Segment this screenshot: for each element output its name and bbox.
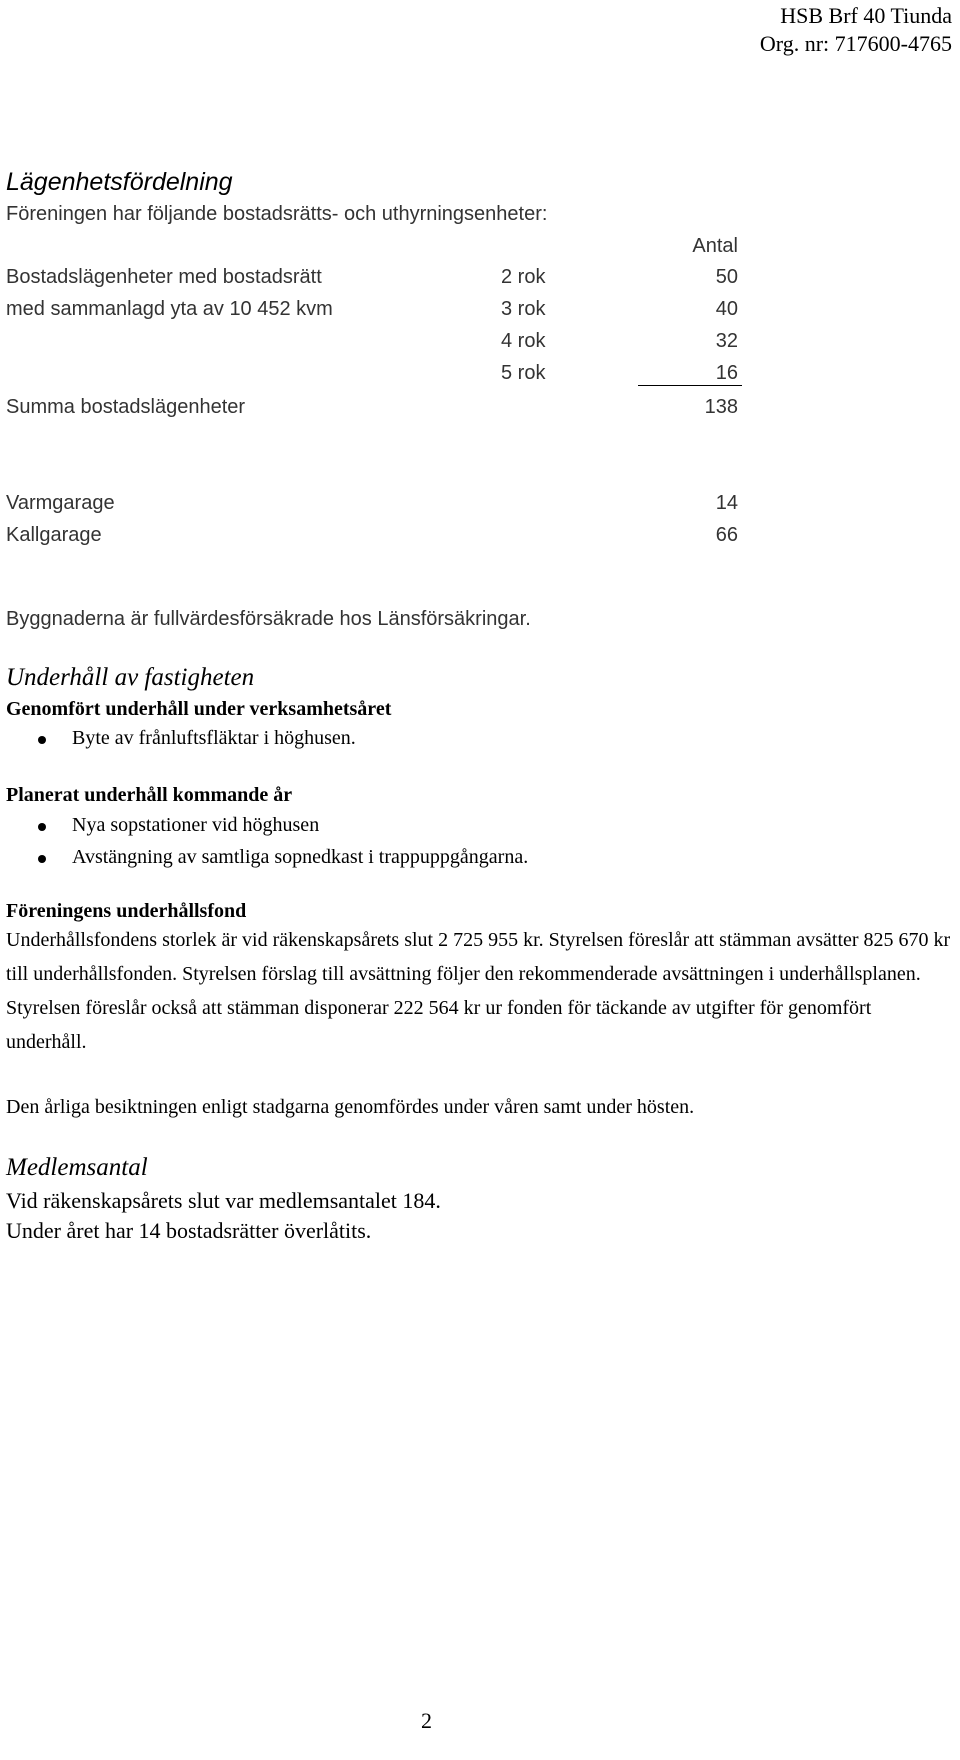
planned-heading: Planerat underhåll kommande år [6, 784, 293, 806]
sum-rule [638, 385, 742, 386]
garage-label-warm: Varmgarage [6, 492, 115, 514]
garage-count-cold: 66 [715, 524, 738, 546]
bullet-icon [38, 823, 46, 831]
count-header: Antal [692, 235, 738, 257]
inspection-text: Den årliga besiktningen enligt stadgarna genomfördes under våren samt under hösten. [6, 1096, 695, 1118]
total-label: Summa bostadslägenheter [6, 396, 246, 418]
count-4rok: 32 [715, 330, 738, 352]
rooms-4rok: 4 rok [501, 330, 546, 352]
page-number: 2 [421, 1708, 432, 1733]
count-3rok: 40 [715, 298, 738, 320]
count-5rok: 16 [715, 362, 738, 384]
rooms-2rok: 2 rok [501, 266, 546, 288]
bullet-icon [38, 855, 46, 863]
org-number: Org. nr: 717600-4765 [759, 31, 952, 56]
done-heading: Genomfört underhåll under verksamhetsåret [6, 698, 392, 720]
insurance-text: Byggnaderna är fullvärdesförsäkrade hos Länsförsäkringar. [6, 608, 531, 630]
rooms-3rok: 3 rok [501, 298, 546, 320]
fund-heading: Föreningens underhållsfond [6, 900, 247, 922]
members-transfers-text: Under året har 14 bostadsrätter överlåtits. [6, 1218, 372, 1243]
rooms-5rok: 5 rok [501, 362, 546, 384]
done-item: Byte av frånluftsfläktar i höghusen. [72, 727, 356, 749]
total-value: 138 [704, 396, 738, 418]
fund-paragraph: Underhållsfondens storlek är vid räkenskapsårets slut 2 725 955 kr. Styrelsen föreslår att stämman avsätter 825 670 kr till underhållsfonden. Styrelsen förslag till avsättning följer den rekommenderade avsättningen i underhållsplanen. Styrelsen föreslår också att stämman disponerar 222 564 kr ur fonden för täckande av utgifter för genomfört underhåll. [6, 929, 951, 1053]
planned-item: Avstängning av samtliga sopnedkast i trappuppgångarna. [72, 846, 529, 868]
garage-count-warm: 14 [715, 492, 738, 514]
apartments-heading: Lägenhetsfördelning [6, 168, 233, 196]
row-label-area: med sammanlagd yta av 10 452 kvm [6, 298, 333, 320]
org-name: HSB Brf 40 Tiunda [780, 3, 952, 28]
row-label-bostadsratt: Bostadslägenheter med bostadsrätt [6, 266, 322, 288]
members-heading: Medlemsantal [6, 1154, 148, 1181]
members-count-text: Vid räkenskapsårets slut var medlemsantalet 184. [6, 1188, 441, 1213]
bullet-icon [38, 736, 46, 744]
planned-item: Nya sopstationer vid höghusen [72, 814, 320, 836]
apartments-intro: Föreningen har följande bostadsrätts- och uthyrningsenheter: [6, 203, 548, 225]
garage-label-cold: Kallgarage [6, 524, 102, 546]
count-2rok: 50 [715, 266, 738, 288]
maintenance-heading: Underhåll av fastigheten [6, 664, 255, 691]
